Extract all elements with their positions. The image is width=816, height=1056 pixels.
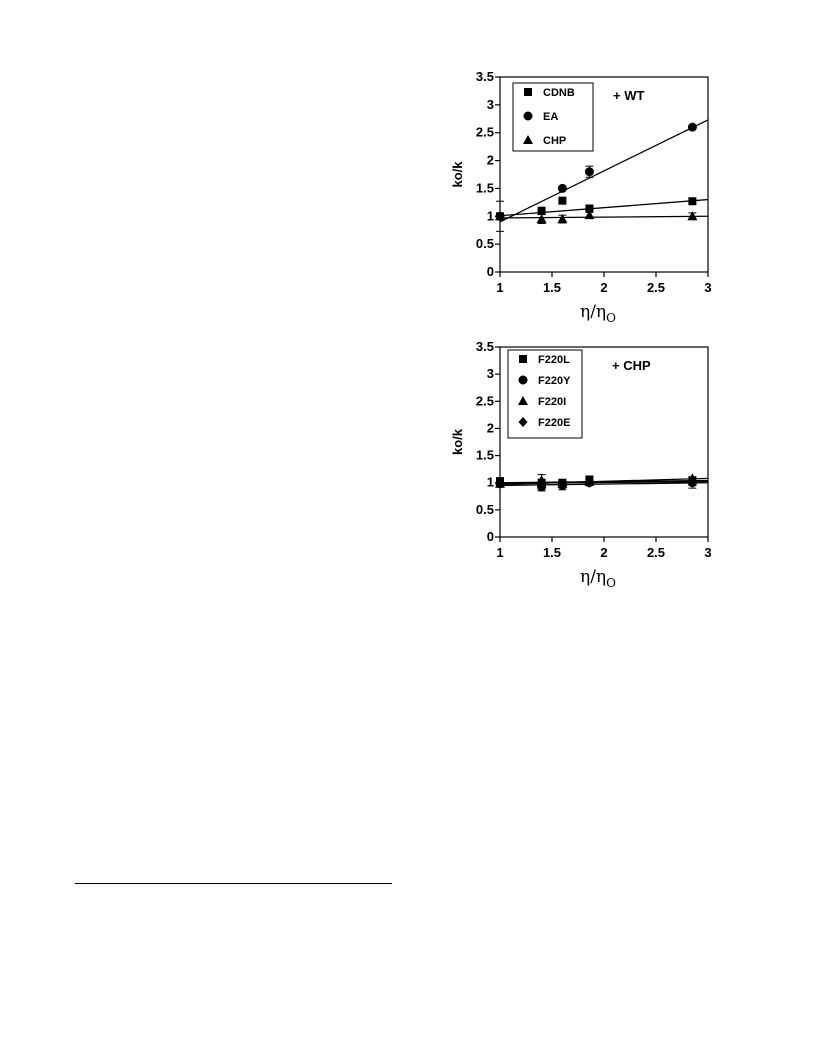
x-tick-label: 3 — [704, 280, 712, 295]
y-tick-label: 0 — [486, 264, 494, 279]
footnote-divider — [75, 883, 392, 884]
x-axis-title-sub: O — [606, 576, 616, 590]
y-tick-label: 1.5 — [475, 180, 494, 196]
x-tick-label: 1.5 — [542, 545, 562, 560]
legend-marker-cdnb — [524, 88, 532, 96]
fit-line-cdnb — [500, 200, 708, 216]
y-tick-label: 1.5 — [475, 447, 494, 463]
data-point-chp — [537, 214, 547, 223]
fit-line-chp — [500, 216, 708, 218]
legend-label: F220L — [538, 354, 570, 366]
y-tick-label: 1 — [486, 208, 494, 224]
legend — [513, 83, 593, 151]
legend-marker-f220y — [519, 376, 528, 385]
y-tick-label: 3.5 — [475, 339, 494, 354]
y-axis-title: ko/k — [450, 428, 465, 456]
y-tick-label: 1 — [486, 474, 494, 490]
y-tick-label: 3 — [486, 366, 494, 382]
x-tick-label: 2 — [600, 280, 608, 295]
x-axis-title — [580, 302, 616, 325]
legend-label: CDNB — [543, 87, 575, 99]
legend-label: CHP — [543, 135, 567, 147]
plot-area — [500, 478, 708, 485]
y-tick-label: 3 — [486, 96, 494, 112]
data-point-cdnb — [688, 197, 696, 205]
y-tick-label: 3.5 — [475, 69, 494, 84]
legend-marker-f220l — [519, 355, 527, 363]
x-axis-title-main: η/η — [580, 302, 607, 322]
legend-label: F220I — [538, 396, 567, 408]
x-tick-label: 3 — [704, 545, 712, 560]
chart-annotation: + WT — [613, 88, 645, 103]
x-tick-label: 1 — [496, 545, 504, 560]
y-tick-label: 0.5 — [475, 501, 494, 517]
x-axis-title — [580, 567, 616, 590]
y-tick-label: 2.5 — [475, 393, 494, 409]
x-axis-title-sub: O — [606, 311, 616, 325]
legend-marker-ea — [524, 112, 533, 121]
y-axis-title: ko/k — [450, 161, 465, 188]
chart-chp — [440, 325, 740, 595]
chart-wt — [440, 60, 740, 325]
data-point-ea — [585, 167, 594, 176]
x-axis-title-main: η/η — [580, 567, 607, 587]
y-tick-label: 2.5 — [475, 124, 494, 140]
legend-label: EA — [543, 111, 559, 123]
x-tick-label: 2 — [600, 545, 608, 560]
legend-label: F220E — [538, 417, 571, 429]
legend-label: F220Y — [538, 375, 571, 387]
x-tick-label: 2.5 — [646, 280, 666, 295]
y-tick-label: 2 — [486, 420, 494, 436]
y-tick-label: 2 — [486, 152, 494, 168]
data-point-ea — [558, 184, 567, 193]
chart-chp-svg — [440, 325, 740, 595]
data-point-cdnb — [538, 207, 546, 215]
x-tick-label: 1 — [496, 280, 504, 295]
y-tick-label: 0 — [486, 529, 494, 544]
y-tick-label: 0.5 — [475, 236, 494, 252]
x-tick-label: 1.5 — [542, 280, 562, 295]
chart-annotation: + CHP — [612, 358, 651, 373]
chart-wt-svg — [440, 60, 740, 325]
data-point-cdnb — [558, 197, 566, 205]
x-tick-label: 2.5 — [646, 545, 666, 560]
data-point-ea — [688, 123, 697, 132]
legend — [508, 350, 582, 438]
